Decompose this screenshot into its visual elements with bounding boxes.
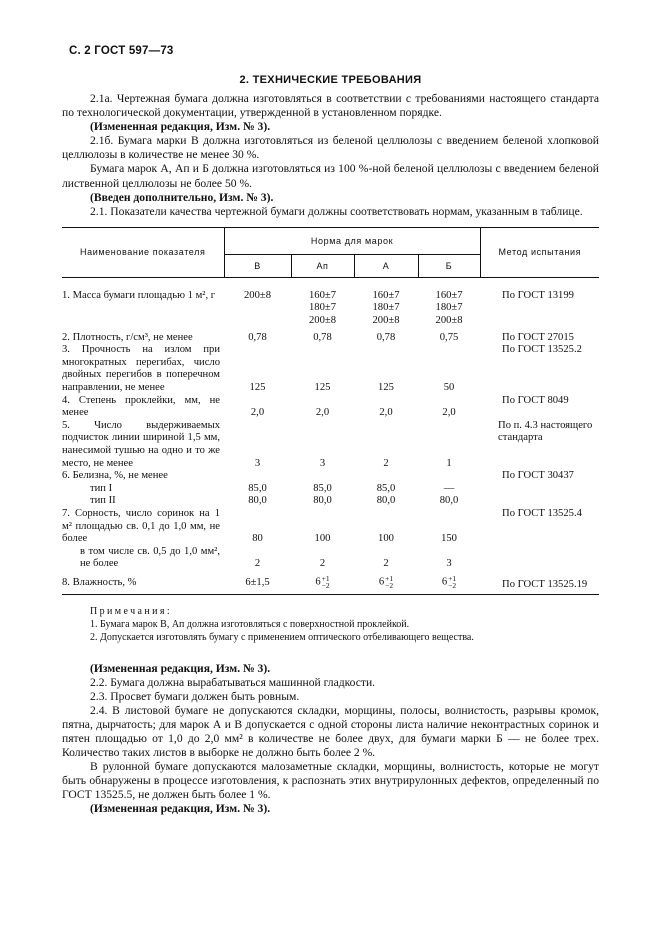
value-cell: 160±7 180±7 200±8 (308, 289, 336, 327)
table-row (62, 495, 599, 508)
indicator-name: 6. Белизна, %, не менее (62, 470, 168, 482)
indicator-name: 7. Сорность, число соринок на 1 м² площадью св. 0,1 до 1,0 мм, не более (62, 507, 220, 545)
page-header: С. 2 ГОСТ 597—73 (69, 45, 174, 57)
value-cell: 2 (383, 558, 389, 570)
table-row (62, 470, 599, 483)
value-cell: 3 (446, 558, 452, 570)
value-cell: 50 (443, 382, 455, 393)
note-item: 2. Допускается изготовлять бумагу с применением оптического отбеливающего вещества. (90, 631, 474, 643)
indicator-name: 4. Степень проклейки, мм, не менее (62, 394, 220, 419)
method-cell: По ГОСТ 13525.4 (502, 507, 582, 519)
value-cell: 2 (319, 558, 326, 570)
grade-header: Ап (291, 254, 354, 277)
value-cell: 125 (378, 382, 394, 393)
table-row (62, 395, 599, 420)
paragraph-roll-paper: В рулонной бумаге допускаются малозаметные складки, морщины, волнистость, которые не могут быть обнаружены в процессе изготовления, к распознать этих внутрирулонных дефектов, определенный по ГОСТ 13525.5, не должен быть более 1 %. (62, 760, 599, 802)
note-item: 1. Бумага марок В, Ап должна изготовляться с поверхностной проклейкой. (90, 618, 410, 630)
table-row (62, 328, 599, 345)
table-row (62, 344, 599, 394)
column-header-indicator: Наименование показателя (62, 227, 224, 277)
method-cell: По ГОСТ 13525.2 (502, 344, 582, 356)
paragraph-2-1: 2.1. Показатели качества чертежной бумаги должны соответствовать нормам, указанным в таблице. (90, 204, 583, 218)
value-cell: 6±1,5 (245, 576, 270, 588)
value-cell: 0,78 (376, 331, 396, 343)
value-cell: 2,0 (442, 407, 456, 419)
value-cell: 6 +1 −2 (378, 574, 394, 591)
value-cell: 80 (252, 533, 263, 545)
value-cell: 125 (249, 382, 266, 393)
value-cell: 100 (378, 533, 394, 545)
column-header-grade-group: Норма для марок (224, 227, 480, 254)
value-cell: 2 (383, 457, 389, 469)
method-cell: По ГОСТ 13525.19 (502, 578, 588, 590)
method-cell: По ГОСТ 13199 (502, 289, 574, 301)
value-cell: 85,0 (248, 482, 267, 494)
paragraph-2-4: 2.4. В листовой бумаге не допускаются складки, морщины, полосы, волнистость, разрывы кромок, пятна, дырчатость; для марок А и В допускается с одной стороны листа наличие неконтрастных соринок и пятен площадью от 1,0 до 2,0 мм² в количестве не более двух, для бумаги марки Б — не более трех. Количество таких листов в выборке не должно быть более 2 %. (62, 703, 599, 760)
value-cell: 100 (314, 533, 331, 545)
value-cell: 85,0 (376, 482, 396, 494)
value-cell: 80,0 (439, 495, 459, 507)
amendment-note: (Измененная редакция, Изм. № 3). (90, 661, 271, 675)
table-row (62, 571, 599, 594)
value-cell: 0,78 (313, 331, 332, 343)
table-row (62, 483, 599, 496)
indicator-name: в том числе св. 0,5 до 1,0 мм², не более (80, 545, 220, 570)
indicator-name: 8. Влажность, % (62, 576, 137, 588)
grade-header: Б (418, 254, 480, 277)
value-cell: 80,0 (376, 495, 396, 507)
table-row (62, 420, 599, 470)
value-cell: 6 +1 −2 (441, 574, 457, 591)
table-row (62, 508, 599, 546)
value-cell: 0,78 (248, 331, 267, 343)
paragraph-2-1a: 2.1а. Чертежная бумага должна изготовляться в соответствии с требованиями настоящего стандарта по технологической документации, утвержденной в установленном порядке. (62, 92, 599, 120)
table-row (62, 288, 599, 328)
notes-title: Примечания: (90, 605, 173, 617)
paragraph-grades-composition: Бумага марок А, Ап и Б должна изготовляться из 100 %-ной беленой целлюлозы с введением беленой лиственной целлюлозы не более 50 %. (62, 162, 599, 190)
indicator-name: 3. Прочность на излом при многократных перегибах, число двойных перегибов в поперечном направлении, не менее (62, 344, 220, 393)
method-cell: По п. 4.3 настоящего стандарта (498, 419, 593, 444)
value-cell: 6 +1 −2 (315, 574, 330, 591)
indicator-name: тип II (90, 495, 116, 507)
value-cell: 200±8 (243, 289, 271, 301)
method-cell: По ГОСТ 8049 (502, 394, 569, 406)
value-cell: 160±7 180±7 200±8 (372, 289, 400, 327)
section-title: 2. ТЕХНИЧЕСКИЕ ТРЕБОВАНИЯ (239, 74, 422, 86)
value-cell: 2,0 (315, 407, 330, 419)
indicator-name: 5. Число выдерживаемых подчисток линии шириной 1,5 мм, нанесимой тушью на одно и то же место, не менее (62, 419, 220, 469)
amendment-note: (Введен дополнительно, Изм. № 3). (90, 190, 274, 204)
table-notes (62, 605, 599, 644)
grade-header: В (224, 254, 291, 277)
indicator-name: 1. Масса бумаги площадью 1 м², г (62, 289, 216, 301)
value-cell: 1 (446, 457, 452, 469)
quality-table (62, 227, 599, 595)
value-cell: 85,0 (313, 482, 332, 494)
paragraph-2-3: 2.3. Просвет бумаги должен быть ровным. (90, 689, 300, 703)
value-cell: 2,0 (379, 407, 393, 419)
method-cell: По ГОСТ 30437 (502, 470, 574, 482)
value-cell: 160±7 180±7 200±8 (435, 289, 463, 327)
indicator-name: 2. Плотность, г/см³, не менее (62, 331, 193, 343)
paragraph-2-2: 2.2. Бумага должна вырабатываться машинной гладкости. (90, 675, 376, 689)
value-cell: 0,75 (439, 331, 459, 343)
value-cell: 125 (314, 382, 331, 393)
value-cell: 3 (254, 457, 261, 469)
value-cell: 2,0 (250, 407, 265, 419)
document-body (62, 74, 599, 817)
value-cell: — (443, 482, 455, 494)
value-cell: 2 (254, 558, 261, 570)
amendment-note: (Измененная редакция, Изм. № 3). (90, 802, 271, 816)
indicator-name: тип I (90, 482, 113, 494)
value-cell: 150 (441, 533, 457, 545)
value-cell: 3 (319, 457, 326, 469)
table-row (62, 546, 599, 571)
column-header-method: Метод испытания (480, 227, 599, 277)
grade-header: А (354, 254, 418, 277)
amendment-note: (Измененная редакция, Изм. № 3). (90, 120, 271, 134)
paragraph-2-1b: 2.1б. Бумага марки В должна изготовляться из беленой целлюлозы с введением беленой хлопковой целлюлозы в количестве не менее 30 %. (62, 134, 599, 162)
method-cell: По ГОСТ 27015 (502, 331, 574, 343)
value-cell: 80,0 (313, 495, 332, 507)
value-cell: 80,0 (248, 495, 267, 507)
